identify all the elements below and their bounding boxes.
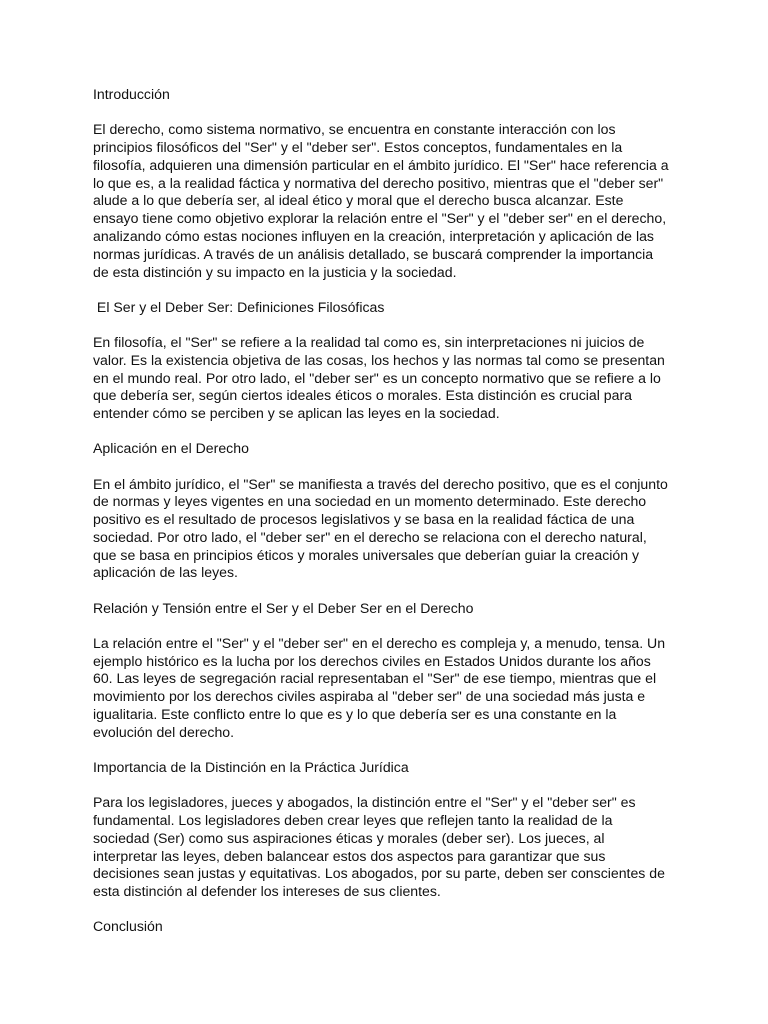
text-line: decisiones sean justas y equitativas. Los abogados, por su parte, deben ser conscientes de xyxy=(93,865,665,882)
text-line: El derecho, como sistema normativo, se encuentra en constante interacción con los xyxy=(93,121,616,138)
document-body xyxy=(93,86,678,954)
text-line: que debería ser, según ciertos ideales éticos o morales. Esta distinción es crucial para xyxy=(93,387,632,404)
text-line: Para los legisladores, jueces y abogados, la distinción entre el "Ser" y el "deber ser" es xyxy=(93,794,636,811)
text-line: ensayo tiene como objetivo explorar la relación entre el "Ser" y el "deber ser" en el derecho, xyxy=(93,210,667,227)
text-line: movimiento por los derechos civiles aspiraba al "deber ser" de una sociedad más justa e xyxy=(93,688,646,705)
text-line: Conclusión xyxy=(93,918,163,935)
text-line: fundamental. Los legisladores deben crear leyes que reflejen tanto la realidad de la xyxy=(93,812,613,829)
text-line: entender cómo se perciben y se aplican las leyes en la sociedad. xyxy=(93,405,500,422)
paragraph-aplicacion xyxy=(93,476,678,583)
paragraph-relacion xyxy=(93,635,678,742)
text-line: 60. Las leyes de segregación racial representaban el "Ser" de ese tiempo, mientras que el xyxy=(93,670,657,687)
text-line: positivo es el resultado de procesos legislativos y se basa en la realidad fáctica de una xyxy=(93,511,635,528)
text-line: filosofía, adquieren una dimensión particular en el ámbito jurídico. El "Ser" hace referencia a xyxy=(93,156,669,173)
text-line: En filosofía, el "Ser" se refiere a la realidad tal como es, sin interpretaciones ni juicios de xyxy=(93,333,645,350)
text-line: sociedad (Ser) como sus aspiraciones éticas y morales (deber ser). Los jueces, al xyxy=(93,829,605,846)
text-line: Introducción xyxy=(93,86,170,102)
text-line: de normas y leyes vigentes en una sociedad en un momento determinado. Este derecho xyxy=(93,493,647,510)
text-line: El Ser y el Deber Ser: Definiciones Filosóficas xyxy=(93,298,385,315)
text-line: valor. Es la existencia objetiva de las cosas, los hechos y las normas tal como se presentan xyxy=(93,351,665,368)
text-line: de esta distinción y su impacto en la justicia y la sociedad. xyxy=(93,263,457,280)
paragraph-importancia xyxy=(93,794,678,901)
text-line: analizando cómo estas nociones influyen en la creación, interpretación y aplicación de las xyxy=(93,227,654,244)
text-line: Relación y Tensión entre el Ser y el Deber Ser en el Derecho xyxy=(93,599,474,616)
text-line: igualitaria. Este conflicto entre lo que es y lo que debería ser es una constante en la xyxy=(93,706,617,723)
section-heading-definiciones xyxy=(93,299,678,317)
section-heading-importancia xyxy=(93,759,678,777)
text-line: lo que es, a la realidad fáctica y normativa del derecho positivo, mientras que el "deber ser" xyxy=(93,174,664,191)
paragraph-definiciones xyxy=(93,334,678,423)
text-line: que se basa en principios éticos y morales universales que deberían guiar la creación y xyxy=(93,546,640,563)
section-heading-introduccion xyxy=(93,86,678,104)
text-line: En el ámbito jurídico, el "Ser" se manifiesta a través del derecho positivo, que es el conjunto xyxy=(93,475,668,492)
section-heading-aplicacion xyxy=(93,440,678,458)
text-line: ejemplo histórico es la lucha por los derechos civiles en Estados Unidos durante los años xyxy=(93,652,651,669)
text-line: aplicación de las leyes. xyxy=(93,564,238,581)
text-line: La relación entre el "Ser" y el "deber ser" en el derecho es compleja y, a menudo, tensa. Un xyxy=(93,634,666,651)
text-line: sociedad. Por otro lado, el "deber ser" en el derecho se relaciona con el derecho natural, xyxy=(93,528,647,545)
text-line: Aplicación en el Derecho xyxy=(93,440,249,457)
text-line: alude a lo que debería ser, al ideal ético y moral que el derecho busca alcanzar. Este xyxy=(93,192,624,209)
section-heading-relacion xyxy=(93,600,678,618)
text-line: evolución del derecho. xyxy=(93,723,235,740)
text-line: en el mundo real. Por otro lado, el "deber ser" es un concepto normativo que se refiere a lo xyxy=(93,369,661,386)
text-line: interpretar las leyes, deben balancear estos dos aspectos para garantizar que sus xyxy=(93,847,606,864)
section-heading-conclusion xyxy=(93,918,678,936)
text-line: principios filosóficos del "Ser" y el "deber ser". Estos conceptos, fundamentales en la xyxy=(93,138,623,155)
text-line: esta distinción al defender los intereses de sus clientes. xyxy=(93,883,441,900)
paragraph-introduccion xyxy=(93,121,678,281)
text-line: normas jurídicas. A través de un análisis detallado, se buscará comprender la importancia xyxy=(93,245,654,262)
text-line: Importancia de la Distinción en la Práctica Jurídica xyxy=(93,759,409,776)
